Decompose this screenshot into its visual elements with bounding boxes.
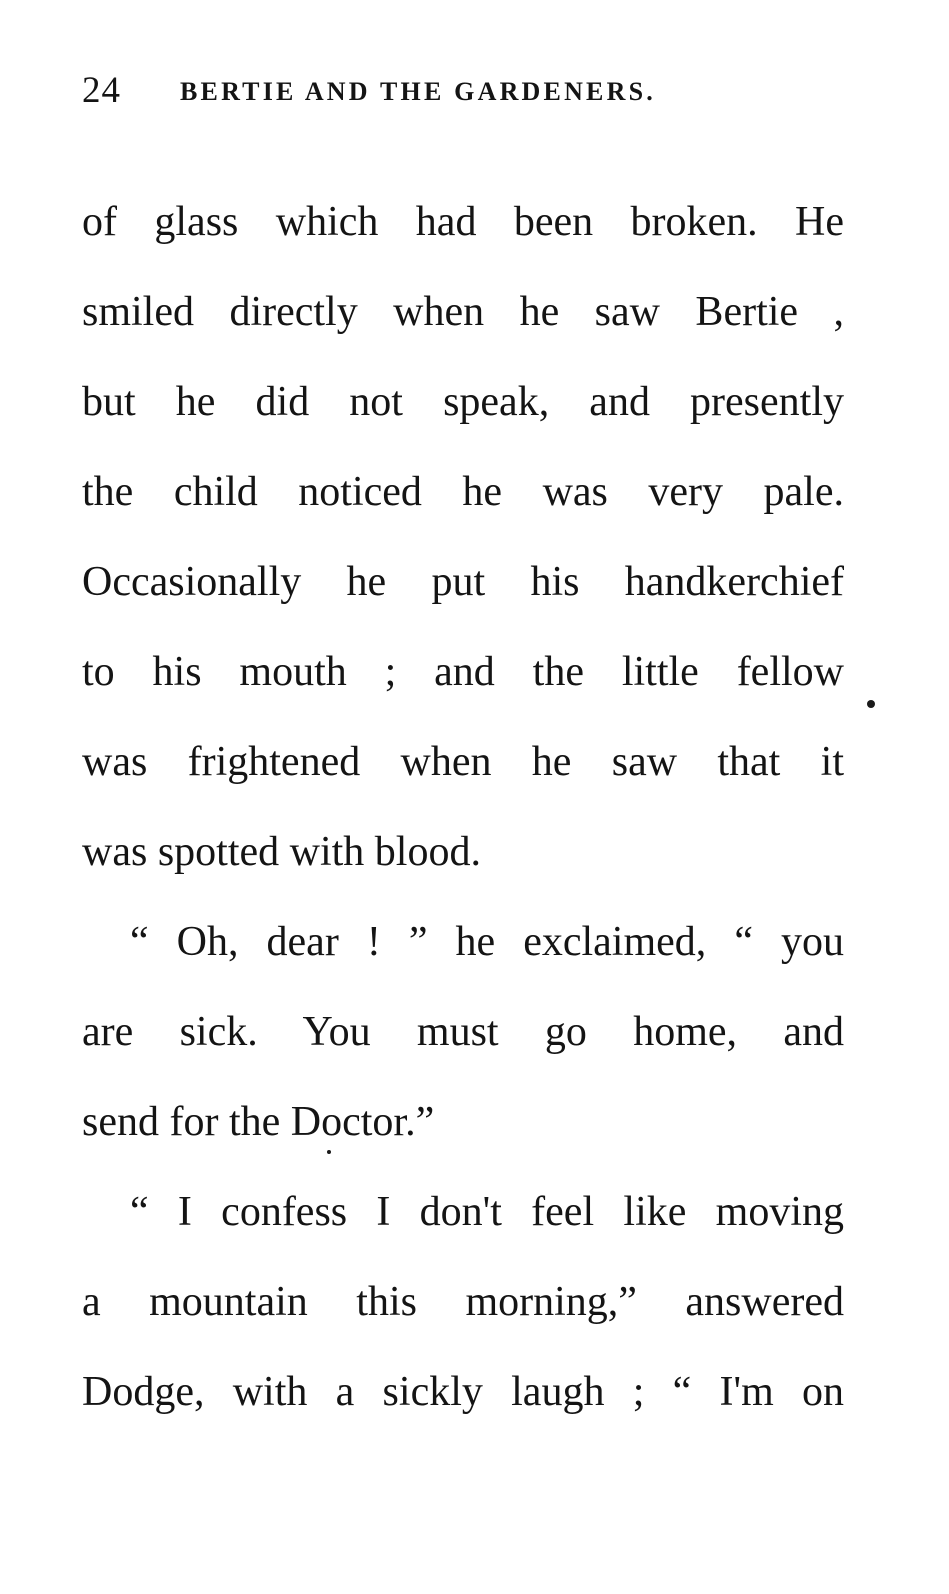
paragraph-end-line: send for the Doctor.” xyxy=(82,1099,435,1145)
ink-speck xyxy=(327,1150,331,1154)
paragraph-first-line: “ Oh, dear ! ” he exclaimed, “ you xyxy=(130,919,844,965)
ink-speck xyxy=(867,700,875,708)
text-line: the child noticed he was very pale. xyxy=(82,469,844,515)
text-line: but he did not speak, and presently xyxy=(82,379,844,425)
text-line: Dodge, with a sickly laugh ; “ I'm on xyxy=(82,1369,844,1415)
page-number: 24 xyxy=(82,70,121,111)
text-line: of glass which had been broken. He xyxy=(82,199,844,245)
paragraph-first-line: “ I confess I don't feel like moving xyxy=(130,1189,844,1235)
text-line: are sick. You must go home, and xyxy=(82,1009,844,1055)
text-line: smiled directly when he saw Bertie , xyxy=(82,289,844,335)
text-line: was frightened when he saw that it xyxy=(82,739,844,785)
text-line: Occasionally he put his handkerchief xyxy=(82,559,844,605)
text-line: to his mouth ; and the little fellow xyxy=(82,649,844,695)
running-head xyxy=(82,68,842,114)
text-line: a mountain this morning,” answered xyxy=(82,1279,844,1325)
paragraph-end-line: was spotted with blood. xyxy=(82,829,481,875)
running-title: BERTIE AND THE GARDENERS. xyxy=(180,77,656,106)
